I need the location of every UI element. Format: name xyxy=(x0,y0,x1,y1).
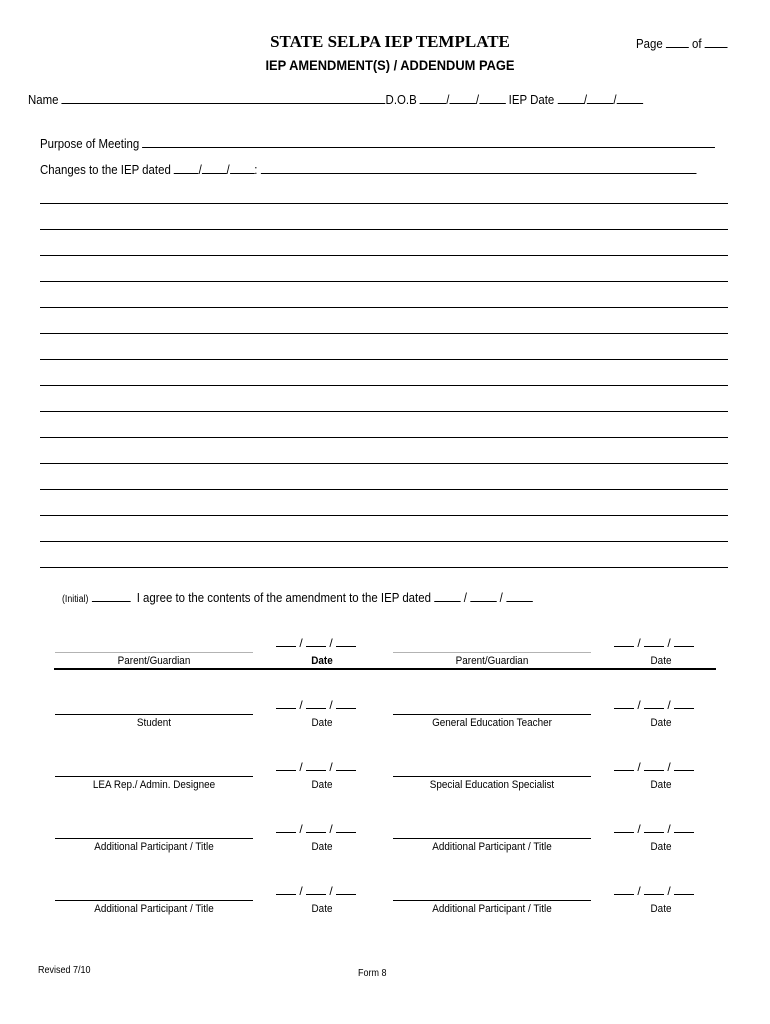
agreement-statement: I agree to the contents of the amendment to the IEP dated xyxy=(136,590,431,605)
signature-caption: Additional Participant / Title xyxy=(432,841,552,853)
writing-line[interactable] xyxy=(40,281,728,282)
dob-year-field[interactable] xyxy=(479,92,505,104)
date-caption: Date xyxy=(311,779,333,791)
additional-participant-signature-line[interactable] xyxy=(393,838,591,839)
changes-date-day-field[interactable] xyxy=(202,162,227,174)
form-subtitle: IEP AMENDMENT(S) / ADDENDUM PAGE xyxy=(265,57,515,73)
writing-line[interactable] xyxy=(40,489,728,490)
student-signature-line[interactable] xyxy=(55,714,253,715)
signature-date-field[interactable]: / / xyxy=(614,822,694,836)
section-divider xyxy=(54,668,716,670)
signature-caption: Student xyxy=(136,717,172,729)
name-field[interactable] xyxy=(62,92,386,104)
writing-line[interactable] xyxy=(40,463,728,464)
page-number-blank[interactable] xyxy=(666,36,689,48)
date-caption: Date xyxy=(311,655,333,667)
signature-date-field[interactable]: / / xyxy=(276,636,356,650)
signature-caption: Additional Participant / Title xyxy=(432,903,552,915)
signature-date-field[interactable]: / / xyxy=(614,636,694,650)
agreement-date-month-field[interactable] xyxy=(434,590,460,602)
writing-line[interactable] xyxy=(40,203,728,204)
date-caption: Date xyxy=(650,779,672,791)
writing-line[interactable] xyxy=(40,515,728,516)
writing-line[interactable] xyxy=(40,307,728,308)
signature-caption: Special Education Specialist xyxy=(429,779,555,791)
agreement-line: (Initial) I agree to the contents of the amendment to the IEP dated / / xyxy=(62,590,532,605)
writing-line[interactable] xyxy=(40,229,728,230)
dob-day-field[interactable] xyxy=(449,92,475,104)
writing-line[interactable] xyxy=(40,411,728,412)
changes-date-month-field[interactable] xyxy=(174,162,199,174)
writing-line[interactable] xyxy=(40,385,728,386)
purpose-label: Purpose of Meeting xyxy=(40,136,140,151)
additional-participant-signature-line[interactable] xyxy=(55,900,253,901)
name-label: Name xyxy=(28,92,59,107)
signature-date-field[interactable]: / / xyxy=(614,698,694,712)
signature-date-field[interactable]: / / xyxy=(276,698,356,712)
page-number xyxy=(636,36,728,51)
date-caption: Date xyxy=(650,717,672,729)
of-label: of xyxy=(691,36,702,51)
page-label: Page xyxy=(636,36,663,51)
writing-line[interactable] xyxy=(40,567,728,568)
page-total-blank[interactable] xyxy=(705,36,728,48)
date-caption: Date xyxy=(311,903,333,915)
date-caption: Date xyxy=(311,841,333,853)
signature-caption: Additional Participant / Title xyxy=(94,903,214,915)
special-education-specialist-signature-line[interactable] xyxy=(393,776,591,777)
writing-line[interactable] xyxy=(40,255,728,256)
signature-date-field[interactable]: / / xyxy=(276,760,356,774)
form-number: Form 8 xyxy=(358,968,387,979)
initial-label: (Initial) xyxy=(62,594,89,605)
changes-field[interactable] xyxy=(261,162,697,174)
signature-caption: Parent/Guardian xyxy=(455,655,529,667)
parent-guardian-signature-line[interactable] xyxy=(393,652,591,653)
changes-line: Changes to the IEP dated / / : xyxy=(40,162,696,177)
general-education-teacher-signature-line[interactable] xyxy=(393,714,591,715)
date-caption: Date xyxy=(311,717,333,729)
signature-date-field[interactable]: / / xyxy=(614,884,694,898)
lea-rep-signature-line[interactable] xyxy=(55,776,253,777)
writing-line[interactable] xyxy=(40,333,728,334)
initial-field[interactable] xyxy=(92,590,131,602)
purpose-line xyxy=(40,136,715,151)
revision-note: Revised 7/10 xyxy=(38,965,91,976)
changes-date-year-field[interactable] xyxy=(230,162,255,174)
date-caption: Date xyxy=(650,903,672,915)
student-info-line: Name D.O.B / / IEP Date / / xyxy=(28,92,643,107)
signature-caption: Parent/Guardian xyxy=(117,655,191,667)
iep-date-month-field[interactable] xyxy=(557,92,583,104)
additional-participant-signature-line[interactable] xyxy=(393,900,591,901)
additional-participant-signature-line[interactable] xyxy=(55,838,253,839)
signature-date-field[interactable]: / / xyxy=(276,822,356,836)
signature-date-field[interactable]: / / xyxy=(276,884,356,898)
signature-caption: General Education Teacher xyxy=(432,717,552,729)
iep-date-year-field[interactable] xyxy=(617,92,643,104)
iep-date-label: IEP Date xyxy=(508,92,555,107)
purpose-field[interactable] xyxy=(142,136,715,148)
signature-date-field[interactable]: / / xyxy=(614,760,694,774)
iep-date-day-field[interactable] xyxy=(587,92,613,104)
writing-line[interactable] xyxy=(40,437,728,438)
changes-label: Changes to the IEP dated xyxy=(40,162,171,177)
dob-month-field[interactable] xyxy=(420,92,446,104)
dob-label: D.O.B xyxy=(385,92,417,107)
parent-guardian-signature-line[interactable] xyxy=(55,652,253,653)
date-caption: Date xyxy=(650,841,672,853)
date-caption: Date xyxy=(650,655,672,667)
signature-caption: LEA Rep./ Admin. Designee xyxy=(92,779,216,791)
agreement-date-year-field[interactable] xyxy=(506,590,532,602)
signature-caption: Additional Participant / Title xyxy=(94,841,214,853)
agreement-date-day-field[interactable] xyxy=(470,590,496,602)
writing-line[interactable] xyxy=(40,541,728,542)
form-title: STATE SELPA IEP TEMPLATE xyxy=(270,32,510,51)
writing-line[interactable] xyxy=(40,359,728,360)
